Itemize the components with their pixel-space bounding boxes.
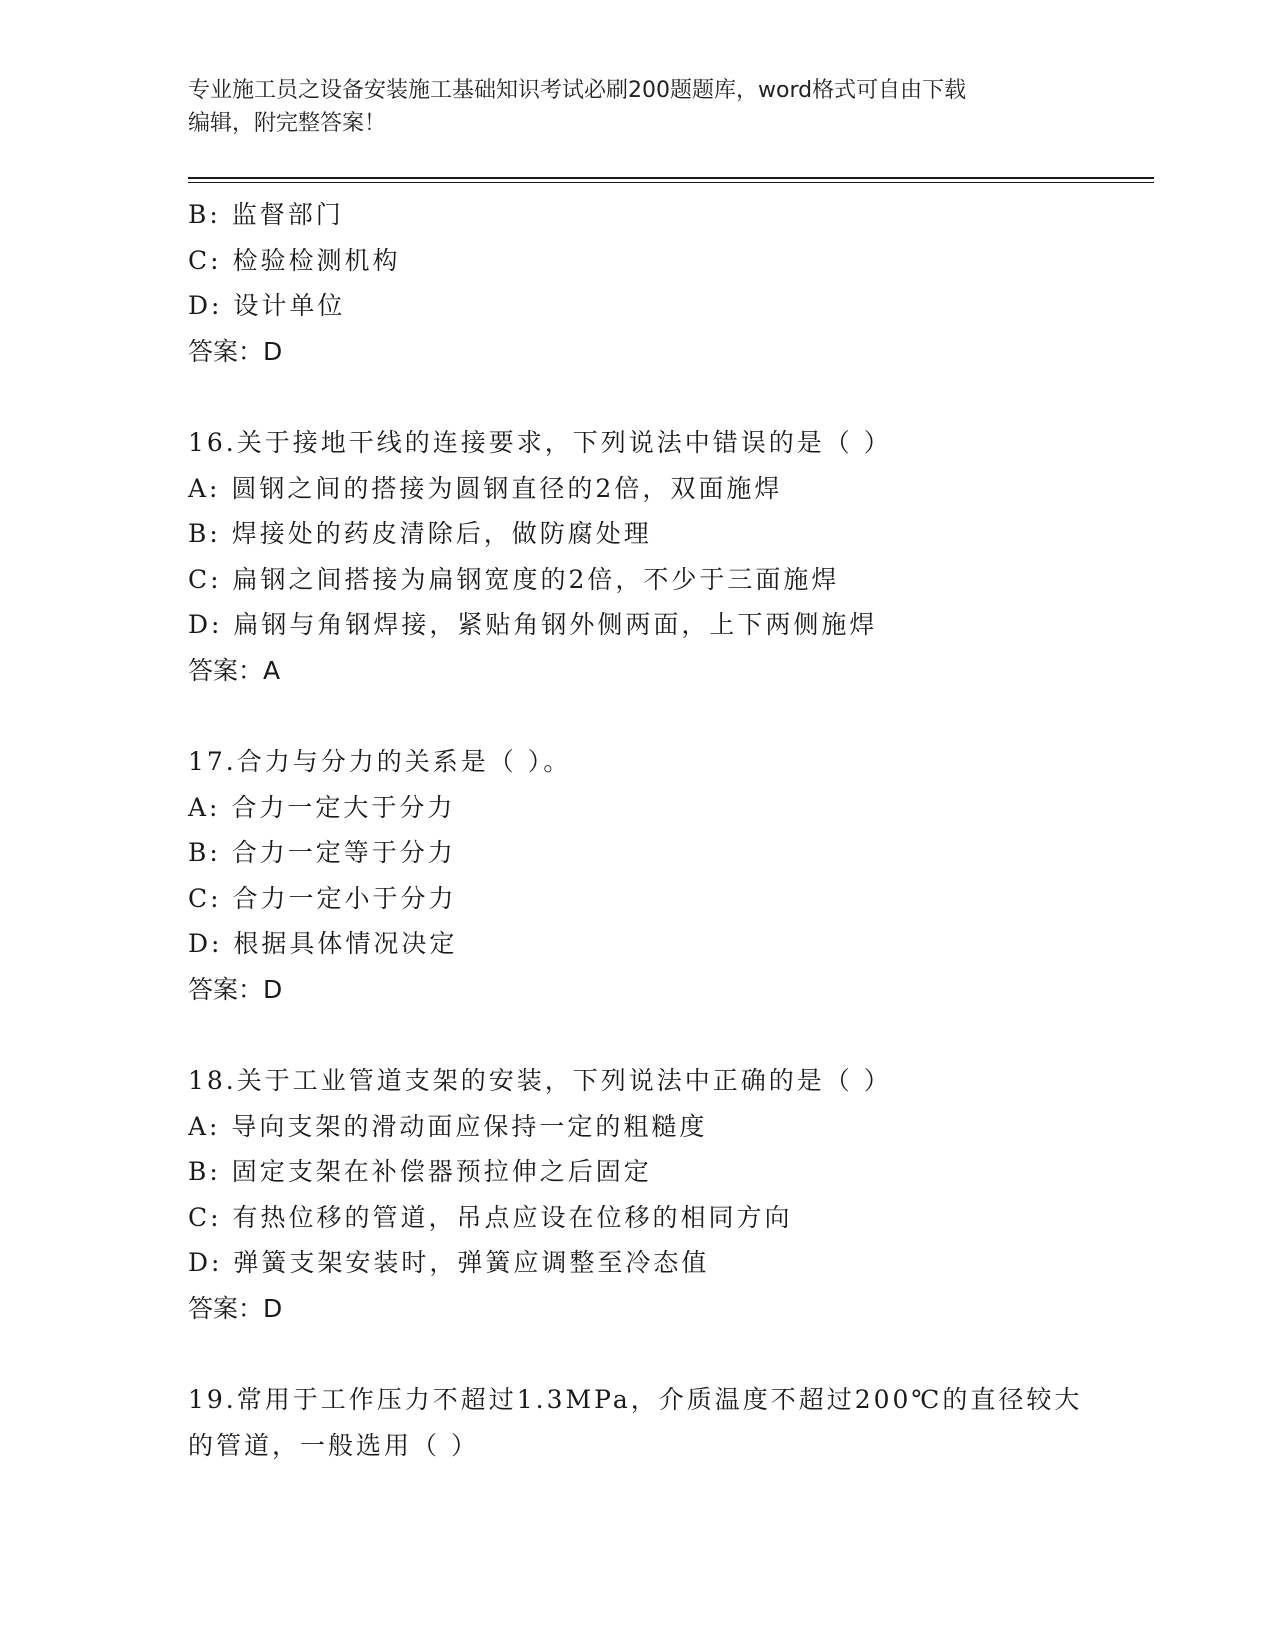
option-d: D: 扁钢与角钢焊接，紧贴角钢外侧两面，上下两侧施焊	[188, 610, 878, 639]
header-line-1: 专业施工员之设备安装施工基础知识考试必刷200题题库，word格式可自由下载	[188, 78, 967, 103]
header-divider-thin	[188, 182, 1154, 183]
option-c: C: 检验检测机构	[188, 245, 401, 275]
question-content	[188, 192, 1118, 1468]
answer-line: 答案：A	[188, 655, 281, 685]
option-b: B: 焊接处的药皮清除后，做防腐处理	[188, 519, 652, 548]
question-stem: 19.常用于工作压力不超过1.3MPa，介质温度不超过200℃的直径较大的管道，一般选用（ ）	[188, 1385, 1083, 1460]
previous-question-block	[188, 192, 1118, 374]
header-divider-thick	[188, 177, 1154, 179]
option-c: C: 扁钢之间搭接为扁钢宽度的2倍，不少于三面施焊	[188, 564, 840, 594]
answer-line: 答案：D	[188, 1293, 283, 1323]
option-b: B: 合力一定等于分力	[188, 838, 456, 867]
option-a: A: 合力一定大于分力	[188, 792, 456, 822]
option-a: A: 圆钢之间的搭接为圆钢直径的2倍，双面施焊	[188, 473, 783, 503]
question-19	[188, 1377, 1118, 1468]
question-stem: 17.合力与分力的关系是（ ）。	[188, 747, 572, 776]
question-18	[188, 1058, 1118, 1331]
option-d: D: 弹簧支架安装时，弹簧应调整至冷态值	[188, 1248, 710, 1277]
question-stem: 18.关于工业管道支架的安装，下列说法中正确的是（ ）	[188, 1066, 892, 1095]
option-c: C: 有热位移的管道，吊点应设在位移的相同方向	[188, 1202, 793, 1232]
option-c: C: 合力一定小于分力	[188, 883, 457, 913]
spacer	[188, 693, 1118, 739]
document-header	[188, 74, 1088, 140]
option-d: D: 设计单位	[188, 291, 346, 320]
question-stem: 16.关于接地干线的连接要求，下列说法中错误的是（ ）	[188, 428, 892, 457]
option-b: B: 固定支架在补偿器预拉伸之后固定	[188, 1157, 652, 1186]
option-d: D: 根据具体情况决定	[188, 929, 458, 958]
option-b: B: 监督部门	[188, 200, 344, 229]
question-17	[188, 739, 1118, 1012]
answer-line: 答案：D	[188, 974, 283, 1004]
option-a: A: 导向支架的滑动面应保持一定的粗糙度	[188, 1111, 708, 1141]
answer-line: 答案：D	[188, 336, 283, 366]
header-line-2: 编辑，附完整答案！	[188, 111, 387, 136]
spacer	[188, 374, 1118, 420]
question-16	[188, 420, 1118, 693]
spacer	[188, 1012, 1118, 1058]
spacer	[188, 1331, 1118, 1377]
